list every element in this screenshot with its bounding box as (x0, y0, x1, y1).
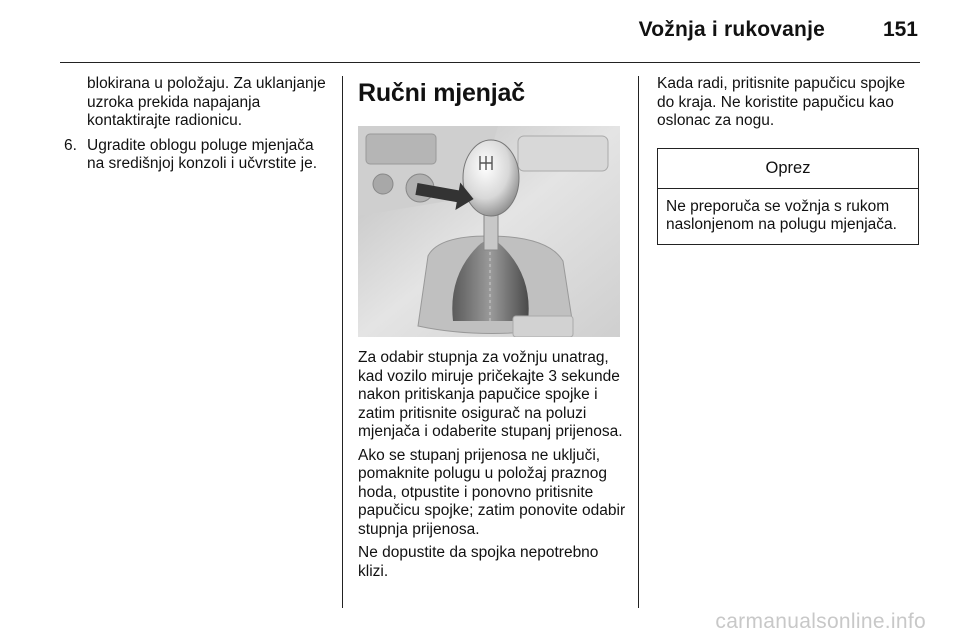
paragraph: Ako se stupanj prijenosa ne uključi, pomaknite polugu u položaj praznog hoda, otpustite i ponovno pritisnite papučicu spojke; zatim ponovite odabir stupnja prijenosa. (358, 446, 626, 538)
column-left (64, 75, 334, 174)
column-middle (358, 75, 628, 586)
step-number: 6. (64, 136, 77, 154)
gear-lever-image (358, 126, 620, 337)
caution-text: Ne preporuča se vožnja s rukom naslonjenom na polugu mjenjača. (666, 197, 897, 233)
gear-shift-illustration (358, 126, 620, 337)
page-header (60, 0, 920, 63)
paragraph: Za odabir stupnja za vožnju unatrag, kad vozilo miruje pričekajte 3 sekunde nakon pritiskanja papučice spojke i zatim pritisnite osigurač na poluzi mjenjača i odaberite stupanj prijenosa. (358, 349, 623, 440)
paragraph: Ne dopustite da spojka nepotrebno klizi. (358, 544, 599, 580)
step-text: Ugradite oblogu poluge mjenjača na središnjoj konzoli i učvrstite je. (87, 136, 318, 172)
column-divider (638, 76, 639, 608)
list-item (64, 137, 334, 174)
page-number: 151 (882, 18, 918, 41)
paragraph: Kada radi, pritisnite papučicu spojke do kraja. Ne koristite papučicu kao oslonac za nogu. (657, 75, 906, 129)
column-right (657, 75, 922, 245)
caution-box (657, 148, 919, 245)
continued-text: blokirana u položaju. Za uklanjanje uzroka prekida napajanja kontaktirajte radionicu. (87, 75, 326, 129)
column-divider (342, 76, 343, 608)
header-title: Vožnja i rukovanje (638, 18, 825, 41)
watermark: carmanualsonline.info (715, 610, 926, 633)
section-title: Ručni mjenjač (358, 79, 525, 107)
caution-title: Oprez (658, 149, 918, 189)
